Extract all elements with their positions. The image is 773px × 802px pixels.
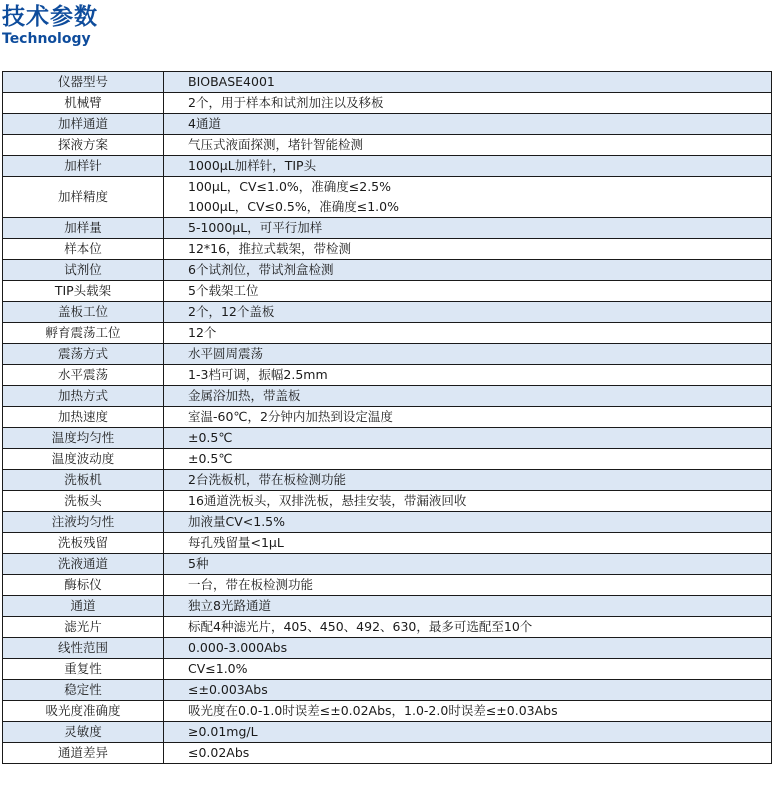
param-value-line: 6个试剂位，带试剂盒检测 — [188, 262, 334, 277]
param-value-cell — [164, 512, 772, 533]
spec-table — [2, 71, 772, 764]
param-name-cell: 重复性 — [3, 659, 164, 680]
param-value-line: 2个，用于样本和试剂加注以及移板 — [188, 95, 384, 110]
param-value-cell — [164, 722, 772, 743]
param-name-cell: 加样精度 — [3, 177, 164, 218]
param-value-line: 金属浴加热，带盖板 — [188, 388, 301, 403]
param-value-cell — [164, 93, 772, 114]
param-value-line: 加液量CV<1.5% — [188, 514, 286, 529]
param-value-cell — [164, 135, 772, 156]
param-value-line: CV≤1.0% — [188, 661, 248, 676]
param-name-cell: 通道差异 — [3, 743, 164, 764]
table-row — [3, 323, 772, 344]
param-value-cell — [164, 72, 772, 93]
table-row — [3, 743, 772, 764]
param-name-cell: 水平震荡 — [3, 365, 164, 386]
param-value-cell — [164, 386, 772, 407]
param-value-line: 2台洗板机，带在板检测功能 — [188, 472, 346, 487]
param-value-cell — [164, 449, 772, 470]
param-value-line: 吸光度在0.0-1.0时误差≤±0.02Abs，1.0-2.0时误差≤±0.03Abs — [188, 703, 558, 718]
table-row — [3, 680, 772, 701]
param-value-cell — [164, 701, 772, 722]
param-value-line: 一台，带在板检测功能 — [188, 577, 314, 592]
param-value-cell — [164, 554, 772, 575]
param-value-line: 5-1000μL，可平行加样 — [188, 220, 323, 235]
param-name-cell: 洗板头 — [3, 491, 164, 512]
table-row — [3, 491, 772, 512]
param-value-line: ±0.5℃ — [188, 430, 233, 445]
param-value-cell — [164, 114, 772, 135]
param-value-cell — [164, 218, 772, 239]
param-value-line: 0.000-3.000Abs — [188, 640, 288, 655]
param-name-cell: 洗板机 — [3, 470, 164, 491]
param-value-cell — [164, 617, 772, 638]
param-name-cell: 滤光片 — [3, 617, 164, 638]
param-name-cell: 稳定性 — [3, 680, 164, 701]
param-name-cell: 加热方式 — [3, 386, 164, 407]
param-value-cell — [164, 680, 772, 701]
table-row — [3, 533, 772, 554]
table-row — [3, 218, 772, 239]
table-row — [3, 135, 772, 156]
param-value-line: 1-3档可调，振幅2.5mm — [188, 367, 328, 382]
param-value-cell — [164, 491, 772, 512]
param-name-cell: 加样针 — [3, 156, 164, 177]
param-value-cell — [164, 407, 772, 428]
param-value-line: 独立8光路通道 — [188, 598, 271, 613]
table-row — [3, 344, 772, 365]
param-name-cell: 注液均匀性 — [3, 512, 164, 533]
param-name-cell: 仪器型号 — [3, 72, 164, 93]
param-name-cell: 通道 — [3, 596, 164, 617]
param-name-cell: 加热速度 — [3, 407, 164, 428]
param-value-cell — [164, 596, 772, 617]
heading-title-cn: 技术参数 — [2, 4, 98, 30]
param-name-cell: 盖板工位 — [3, 302, 164, 323]
section-heading — [2, 2, 98, 48]
param-value-line: 1000μL，CV≤0.5%，准确度≤1.0% — [188, 199, 399, 214]
param-value-line: 标配4种滤光片，405、450、492、630，最多可选配至10个 — [188, 619, 533, 634]
param-name-cell: 洗液通道 — [3, 554, 164, 575]
param-value-line: ≤±0.003Abs — [188, 682, 268, 697]
table-row — [3, 575, 772, 596]
param-value-line: 5种 — [188, 556, 209, 571]
param-name-cell: 加样通道 — [3, 114, 164, 135]
table-row — [3, 701, 772, 722]
param-value-line: BIOBASE4001 — [188, 74, 275, 89]
param-value-cell — [164, 659, 772, 680]
param-value-cell — [164, 239, 772, 260]
table-row — [3, 596, 772, 617]
heading-title-en: Technology — [2, 31, 91, 47]
param-value-line: 5个载架工位 — [188, 283, 259, 298]
param-name-cell: 孵育震荡工位 — [3, 323, 164, 344]
param-name-cell: 探液方案 — [3, 135, 164, 156]
param-value-line: 12*16，推拉式载架，带检测 — [188, 241, 352, 256]
param-name-cell: 灵敏度 — [3, 722, 164, 743]
param-value-line: 气压式液面探测，堵针智能检测 — [188, 137, 364, 152]
param-name-cell: 温度波动度 — [3, 449, 164, 470]
param-name-cell: 洗板残留 — [3, 533, 164, 554]
table-row — [3, 638, 772, 659]
param-value-line: ±0.5℃ — [188, 451, 233, 466]
param-value-cell — [164, 281, 772, 302]
param-value-cell — [164, 428, 772, 449]
table-row — [3, 156, 772, 177]
param-value-line: 100μL，CV≤1.0%，准确度≤2.5% — [188, 179, 392, 194]
table-row — [3, 177, 772, 218]
param-value-cell — [164, 302, 772, 323]
param-name-cell: 样本位 — [3, 239, 164, 260]
table-row — [3, 260, 772, 281]
table-row — [3, 617, 772, 638]
param-value-cell — [164, 575, 772, 596]
param-value-cell — [164, 260, 772, 281]
param-value-line: 4通道 — [188, 116, 221, 131]
table-row — [3, 72, 772, 93]
param-value-line: ≥0.01mg/L — [188, 724, 258, 739]
param-value-line: 水平圆周震荡 — [188, 346, 264, 361]
param-name-cell: 温度均匀性 — [3, 428, 164, 449]
param-value-cell — [164, 533, 772, 554]
param-name-cell: 试剂位 — [3, 260, 164, 281]
spec-table-body — [3, 72, 772, 764]
param-value-cell — [164, 156, 772, 177]
param-value-line: 12个 — [188, 325, 217, 340]
table-row — [3, 407, 772, 428]
param-value-line: 室温-60℃，2分钟内加热到设定温度 — [188, 409, 393, 424]
table-row — [3, 449, 772, 470]
table-row — [3, 93, 772, 114]
table-row — [3, 386, 772, 407]
param-name-cell: 加样量 — [3, 218, 164, 239]
param-value-cell — [164, 365, 772, 386]
table-row — [3, 722, 772, 743]
table-row — [3, 281, 772, 302]
table-row — [3, 470, 772, 491]
table-row — [3, 302, 772, 323]
param-name-cell: TIP头载架 — [3, 281, 164, 302]
param-name-cell: 线性范围 — [3, 638, 164, 659]
param-value-cell — [164, 323, 772, 344]
table-row — [3, 428, 772, 449]
param-name-cell: 震荡方式 — [3, 344, 164, 365]
table-row — [3, 114, 772, 135]
param-value-line: 2个，12个盖板 — [188, 304, 275, 319]
param-name-cell: 机械臂 — [3, 93, 164, 114]
table-row — [3, 239, 772, 260]
table-row — [3, 659, 772, 680]
param-value-cell — [164, 344, 772, 365]
table-row — [3, 512, 772, 533]
param-value-cell — [164, 743, 772, 764]
param-value-line: 16通道洗板头，双排洗板，悬挂安装，带漏液回收 — [188, 493, 467, 508]
table-row — [3, 554, 772, 575]
param-name-cell: 酶标仪 — [3, 575, 164, 596]
param-value-line: 1000μL加样针，TIP头 — [188, 158, 317, 173]
table-row — [3, 365, 772, 386]
param-value-line: ≤0.02Abs — [188, 745, 250, 760]
param-value-cell — [164, 638, 772, 659]
param-name-cell: 吸光度准确度 — [3, 701, 164, 722]
param-value-cell — [164, 177, 772, 218]
param-value-line: 每孔残留量<1μL — [188, 535, 284, 550]
param-value-cell — [164, 470, 772, 491]
